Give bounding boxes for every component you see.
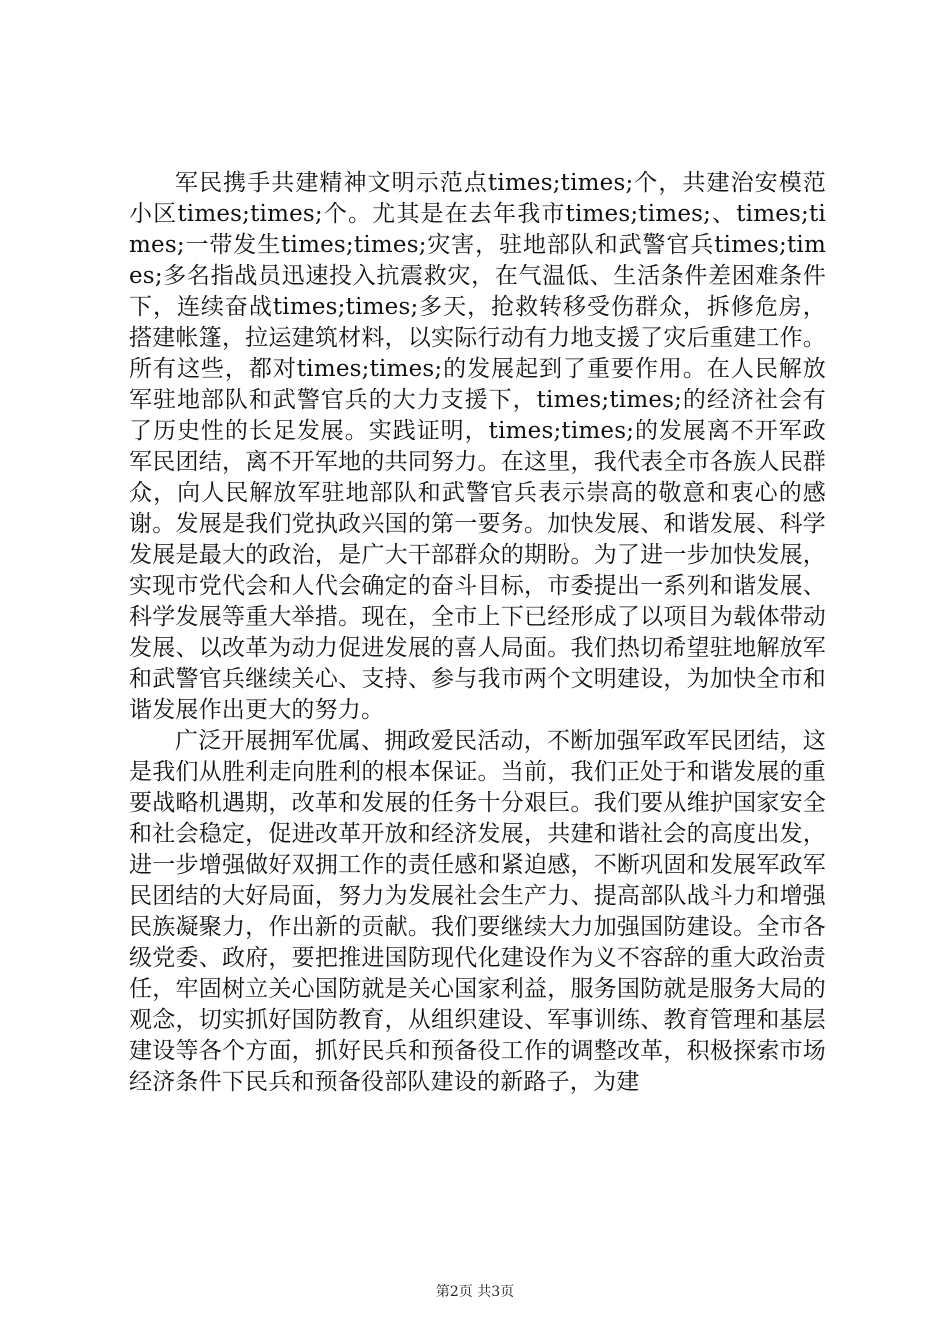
paragraph-2: 广泛开展拥军优属、拥政爱民活动，不断加强军政军民团结，这是我们从胜利走向胜利的根本保证。当前，我们正处于和谐发展的重要战略机遇期，改革和发展的任务十分艰巨。我们要从维护国家安全和社会稳定，促进改革开放和经济发展，共建和谐社会的高度出发，进一步增强做好双拥工作的责任感和紧迫感，不断巩固和发展军政军民团结的大好局面，努力为发展社会生产力、提高部队战斗力和增强民族凝聚力，作出新的贡献。我们要继续大力加强国防建设。全市各级党委、政府，要把推进国防现代化建设作为义不容辞的重大政治责任，牢固树立关心国防就是关心国家利益，服务国防就是服务大局的观念，切实抓好国防教育，从组织建设、军事训练、教育管理和基层建设等各个方面，抓好民兵和预备役工作的调整改革，积极探索市场经济条件下民兵和预备役部队建设的新路子，为建	[129, 728, 826, 1095]
document-body	[129, 168, 826, 1098]
page-footer: 第2页 共3页	[435, 1284, 515, 1300]
paragraph-1: 军民携手共建精神文明示范点times;times;个，共建治安模范小区times;times;个。尤其是在去年我市times;times;、times;times;一带发生times;times;灾害，驻地部队和武警官兵times;times;多名指战员迅速投入抗震救灾，在气温低、生活条件差困难条件下，连续奋战times;times;多天，抢救转移受伤群众，拆修危房，搭建帐篷，拉运建筑材料，以实际行动有力地支援了灾后重建工作。所有这些，都对times;times;的发展起到了重要作用。在人民解放军驻地部队和武警官兵的大力支援下，times;times;的经济社会有了历史性的长足发展。实践证明，times;times;的发展离不开军政军民团结，离不开军地的共同努力。在这里，我代表全市各族人民群众，向人民解放军驻地部队和武警官兵表示崇高的敬意和衷心的感谢。发展是我们党执政兴国的第一要务。加快发展、和谐发展、科学发展是最大的政治，是广大干部群众的期盼。为了进一步加快发展，实现市党代会和人代会确定的奋斗目标，市委提出一系列和谐发展、科学发展等重大举措。现在，全市上下已经形成了以项目为载体带动发展、以改革为动力促进发展的喜人局面。我们热切希望驻地解放军和武警官兵继续关心、支持、参与我市两个文明建设，为加快全市和谐发展作出更大的努力。	[129, 170, 826, 723]
